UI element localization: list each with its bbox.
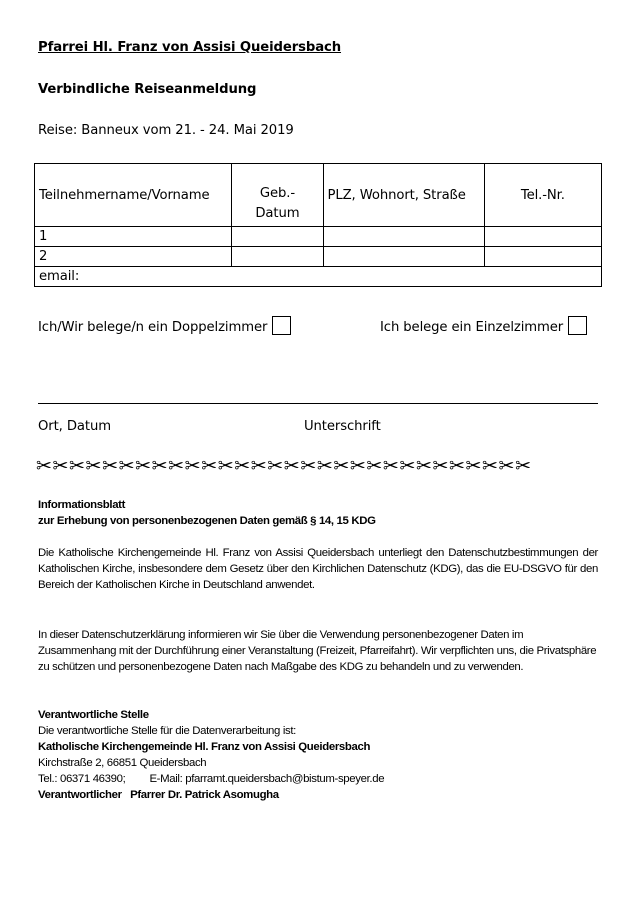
birthdate-line-2: Datum (255, 206, 300, 221)
single-room-checkbox[interactable] (568, 316, 587, 335)
responsible-intro: Die verantwortliche Stelle für die Datenverarbeitung ist: (38, 725, 296, 737)
info-paragraph-2: In dieser Datenschutzerklärung informieren wir Sie über die Verwendung personenbezogener Daten im Zusammenhang mit der Durchführung einer Veranstaltung (Freizeit, Pfarreifahrt). Wir verpflichten uns, die Privatsphäre zu schützen und personenbezogene Daten nach Maßgabe des KDG zu behandeln und zu verwenden. (38, 629, 597, 673)
signature-label: Unterschrift (304, 419, 381, 434)
table-row (35, 247, 602, 267)
birthdate-cell[interactable] (232, 247, 323, 267)
signature-line (38, 403, 598, 404)
phone-cell[interactable] (484, 227, 601, 247)
phone-cell[interactable] (484, 247, 601, 267)
responsible-person: Verantwortlicher Pfarrer Dr. Patrick Asomugha (38, 789, 279, 801)
column-header-birthdate (232, 164, 323, 227)
responsible-heading: Verantwortliche Stelle (38, 709, 149, 721)
column-header-address: PLZ, Wohnort, Straße (323, 164, 484, 227)
row-number[interactable]: 1 (35, 227, 232, 247)
org-name: Katholische Kirchengemeinde Hl. Franz von Assisi Queidersbach (38, 741, 371, 753)
column-header-name: Teilnehmername/Vorname (35, 164, 232, 227)
double-room-option (38, 316, 291, 335)
email-cell[interactable]: email: (35, 267, 602, 287)
address-cell[interactable] (323, 247, 484, 267)
org-address: Kirchstraße 2, 66851 Queidersbach (38, 757, 207, 769)
contact-line (38, 771, 384, 787)
table-row (35, 227, 602, 247)
single-room-option (380, 316, 587, 335)
birthdate-line-1: Geb.- (259, 186, 295, 201)
info-heading (38, 497, 376, 529)
address-cell[interactable] (323, 227, 484, 247)
column-header-phone: Tel.-Nr. (484, 164, 601, 227)
participant-table (34, 163, 602, 287)
info-subtitle: zur Erhebung von personenbezogenen Daten gemäß § 14, 15 KDG (38, 515, 376, 527)
info-paragraph-1: Die Katholische Kirchengemeinde Hl. Franz von Assisi Queidersbach unterliegt den Datenschutzbestimmungen der Katholischen Kirche, insbesondere dem Gesetz über den Kirchlichen Datenschutz (KDG), das die EU-DSGVO für den Bereich der Katholischen Kirche in Deutschland anwendet. (38, 547, 598, 591)
parish-name: Pfarrei Hl. Franz von Assisi Queidersbach (38, 40, 342, 55)
info-title: Informationsblatt (38, 499, 126, 511)
responsible-party (38, 707, 384, 803)
org-phone: Tel.: 06371 46390; (38, 773, 126, 785)
place-date-label: Ort, Datum (38, 419, 111, 434)
scissors-cut-line: ✂✂✂✂✂✂✂✂✂✂✂✂✂✂✂✂✂✂✂✂✂✂✂✂✂✂✂✂✂✂ (36, 455, 532, 477)
org-email: E-Mail: pfarramt.queidersbach@bistum-speyer.de (149, 773, 385, 785)
table-header-row (35, 164, 602, 227)
single-room-label: Ich belege ein Einzelzimmer (380, 320, 564, 335)
row-number[interactable]: 2 (35, 247, 232, 267)
form-title: Verbindliche Reiseanmeldung (38, 82, 257, 97)
trip-details: Reise: Banneux vom 21. - 24. Mai 2019 (38, 123, 294, 138)
double-room-checkbox[interactable] (272, 316, 291, 335)
email-row (35, 267, 602, 287)
double-room-label: Ich/Wir belege/n ein Doppelzimmer (38, 320, 268, 335)
birthdate-cell[interactable] (232, 227, 323, 247)
